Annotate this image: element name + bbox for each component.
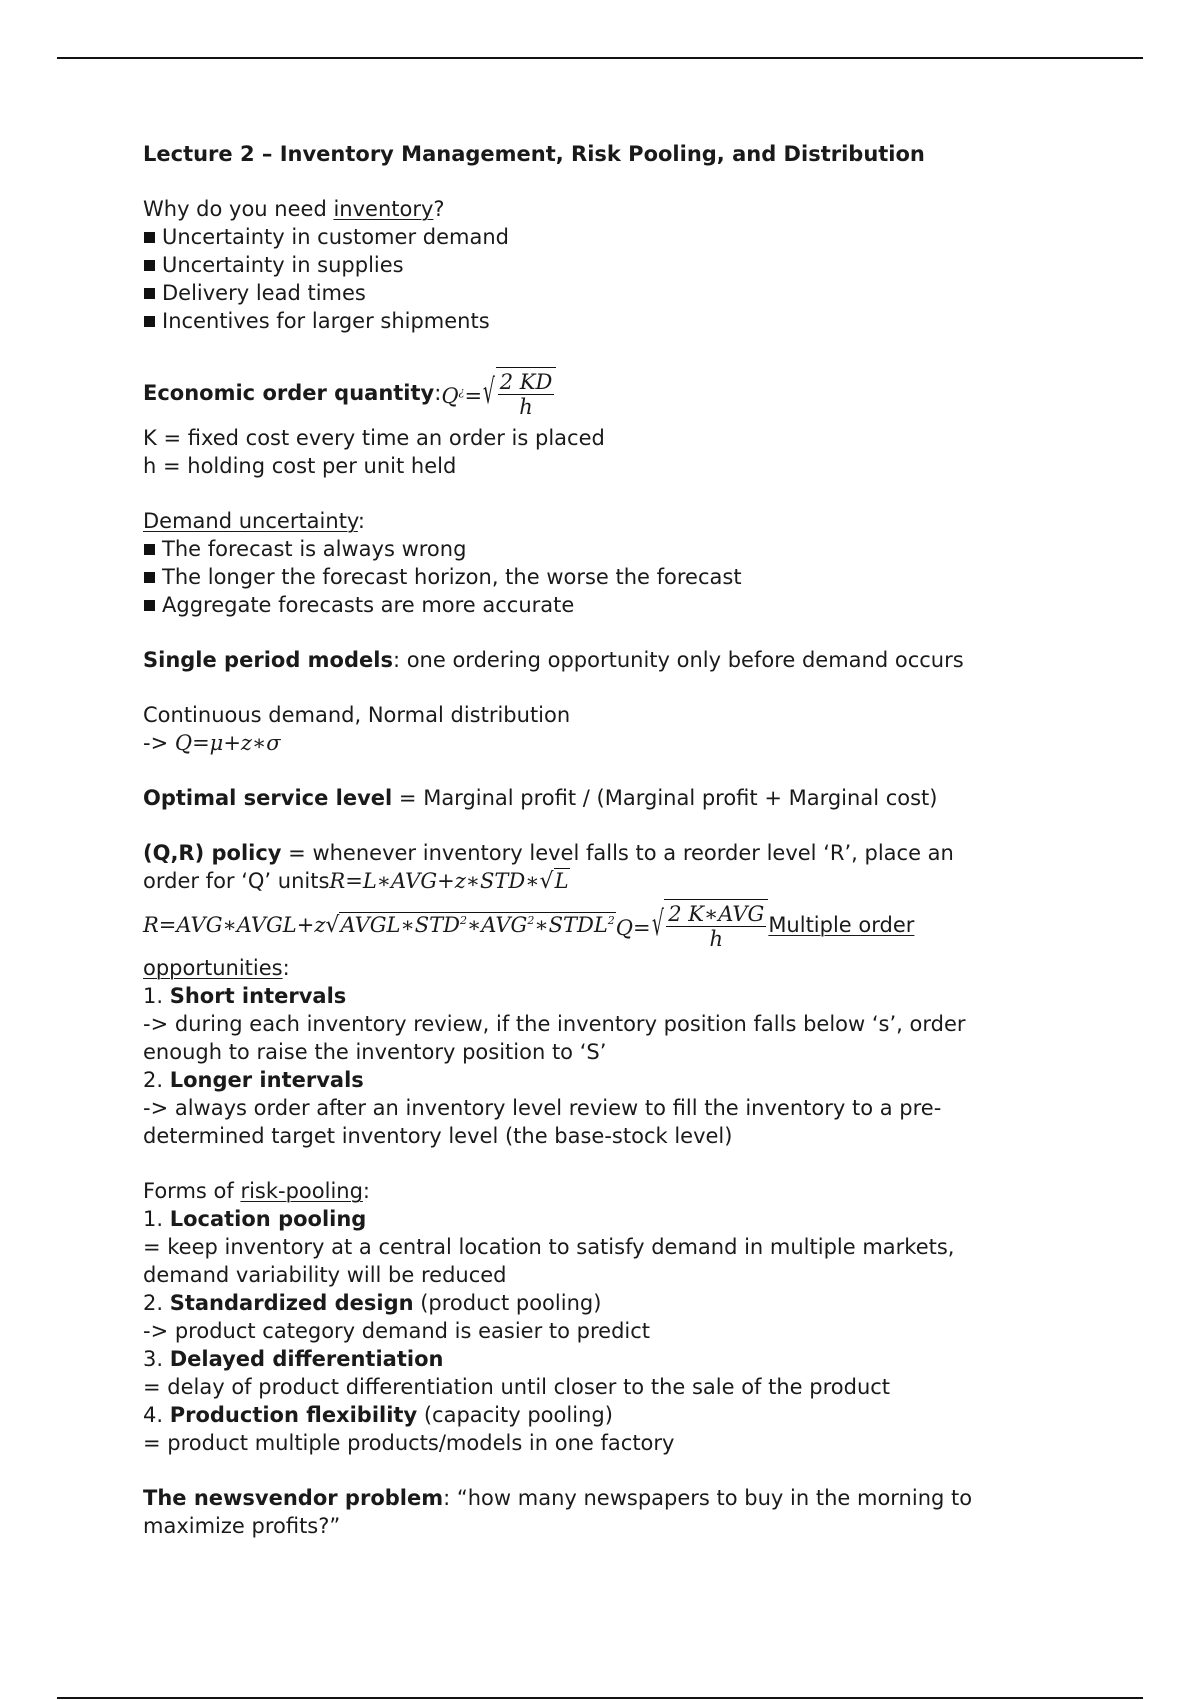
risk-pooling-heading: Forms of risk-pooling: — [143, 1179, 370, 1203]
header-rule — [57, 57, 1143, 59]
numbered-item: 1. Location pooling — [143, 1207, 367, 1231]
continuous-line: Continuous demand, Normal distribution — [143, 703, 571, 727]
bullet-square-icon — [144, 232, 155, 243]
item-text: -> product category demand is easier to predict — [143, 1319, 651, 1343]
demand-heading: Demand uncertainty: — [143, 509, 365, 533]
list-item: The forecast is always wrong — [143, 535, 1043, 563]
bullet-square-icon — [144, 572, 155, 583]
numbered-item: 1. Short intervals — [143, 984, 347, 1008]
bullet-square-icon — [144, 316, 155, 327]
eoq-formula: Q¿= √ $\frac{2 KD}{h}$ — [441, 367, 556, 419]
item-text: -> always order after an inventory level review to fill the inventory to a pre- — [143, 1096, 942, 1120]
numbered-item: 4. Production flexibility (capacity pooling) — [143, 1403, 613, 1427]
single-period-line: Single period models: one ordering opportunity only before demand occurs — [143, 648, 964, 672]
list-item: Aggregate forecasts are more accurate — [143, 591, 1043, 619]
page-title: Lecture 2 – Inventory Management, Risk Pooling, and Distribution — [143, 142, 925, 166]
item-text: = keep inventory at a central location to satisfy demand in multiple markets, — [143, 1235, 955, 1259]
bullet-square-icon — [144, 260, 155, 271]
definition-line: K = fixed cost every time an order is placed — [143, 426, 605, 450]
list-item: Incentives for larger shipments — [143, 307, 1043, 335]
newsvendor-line2: maximize profits?” — [143, 1514, 341, 1538]
item-text: -> during each inventory review, if the inventory position falls below ‘s’, order — [143, 1012, 966, 1036]
item-text: enough to raise the inventory position to ‘S’ — [143, 1040, 607, 1064]
order-quantity-formula: Q= √ $\frac{\text{2 K∗AVG}}{h}$ — [616, 899, 769, 951]
numbered-item: 2. Longer intervals — [143, 1068, 364, 1092]
list-item: The longer the forecast horizon, the worse the forecast — [143, 563, 1043, 591]
why-question: Why do you need inventory? — [143, 197, 445, 221]
bullet-square-icon — [144, 288, 155, 299]
optimal-service-line: Optimal service level = Marginal profit / (Marginal profit + Marginal cost) — [143, 786, 938, 810]
item-text: demand variability will be reduced — [143, 1263, 507, 1287]
reorder-formula-line — [143, 896, 1043, 954]
inventory-term: inventory — [333, 197, 434, 221]
multiple-order-heading-cont: opportunities: — [143, 956, 290, 980]
reorder-formula-2: $R=AVG∗AVGL+z√AVGL∗STD^2∗AVG^2∗STDL^2$ — [143, 912, 615, 938]
newsvendor-line: The newsvendor problem: “how many newspapers to buy in the morning to — [143, 1486, 973, 1510]
list-item: Uncertainty in supplies — [143, 251, 1043, 279]
numbered-item: 3. Delayed differentiation — [143, 1347, 444, 1371]
eoq-line: Economic order quantity : Q¿= √ $\frac{2 KD}{h}$ — [143, 362, 1043, 424]
definition-line: h = holding cost per unit held — [143, 454, 457, 478]
numbered-item: 2. Standardized design (product pooling) — [143, 1291, 602, 1315]
bullet-square-icon — [144, 544, 155, 555]
reorder-formula-1: R=L∗AVG+z∗STD∗√L — [329, 869, 569, 894]
document-body — [143, 140, 1043, 1540]
list-item: Uncertainty in customer demand — [143, 223, 1043, 251]
item-text: = product multiple products/models in one factory — [143, 1431, 675, 1455]
footer-rule — [57, 1697, 1143, 1699]
normal-formula: -> Q=μ+z∗σ — [143, 731, 281, 755]
list-item: Delivery lead times — [143, 279, 1043, 307]
multiple-order-heading: Multiple order — [768, 913, 915, 937]
qr-policy-line2: order for ‘Q’ unitsR=L∗AVG+z∗STD∗√L — [143, 869, 569, 894]
item-text: = delay of product differentiation until closer to the sale of the product — [143, 1375, 891, 1399]
bullet-square-icon — [144, 600, 155, 611]
item-text: determined target inventory level (the base-stock level) — [143, 1124, 733, 1148]
qr-policy-line: (Q,R) policy = whenever inventory level falls to a reorder level ‘R’, place an — [143, 841, 954, 865]
